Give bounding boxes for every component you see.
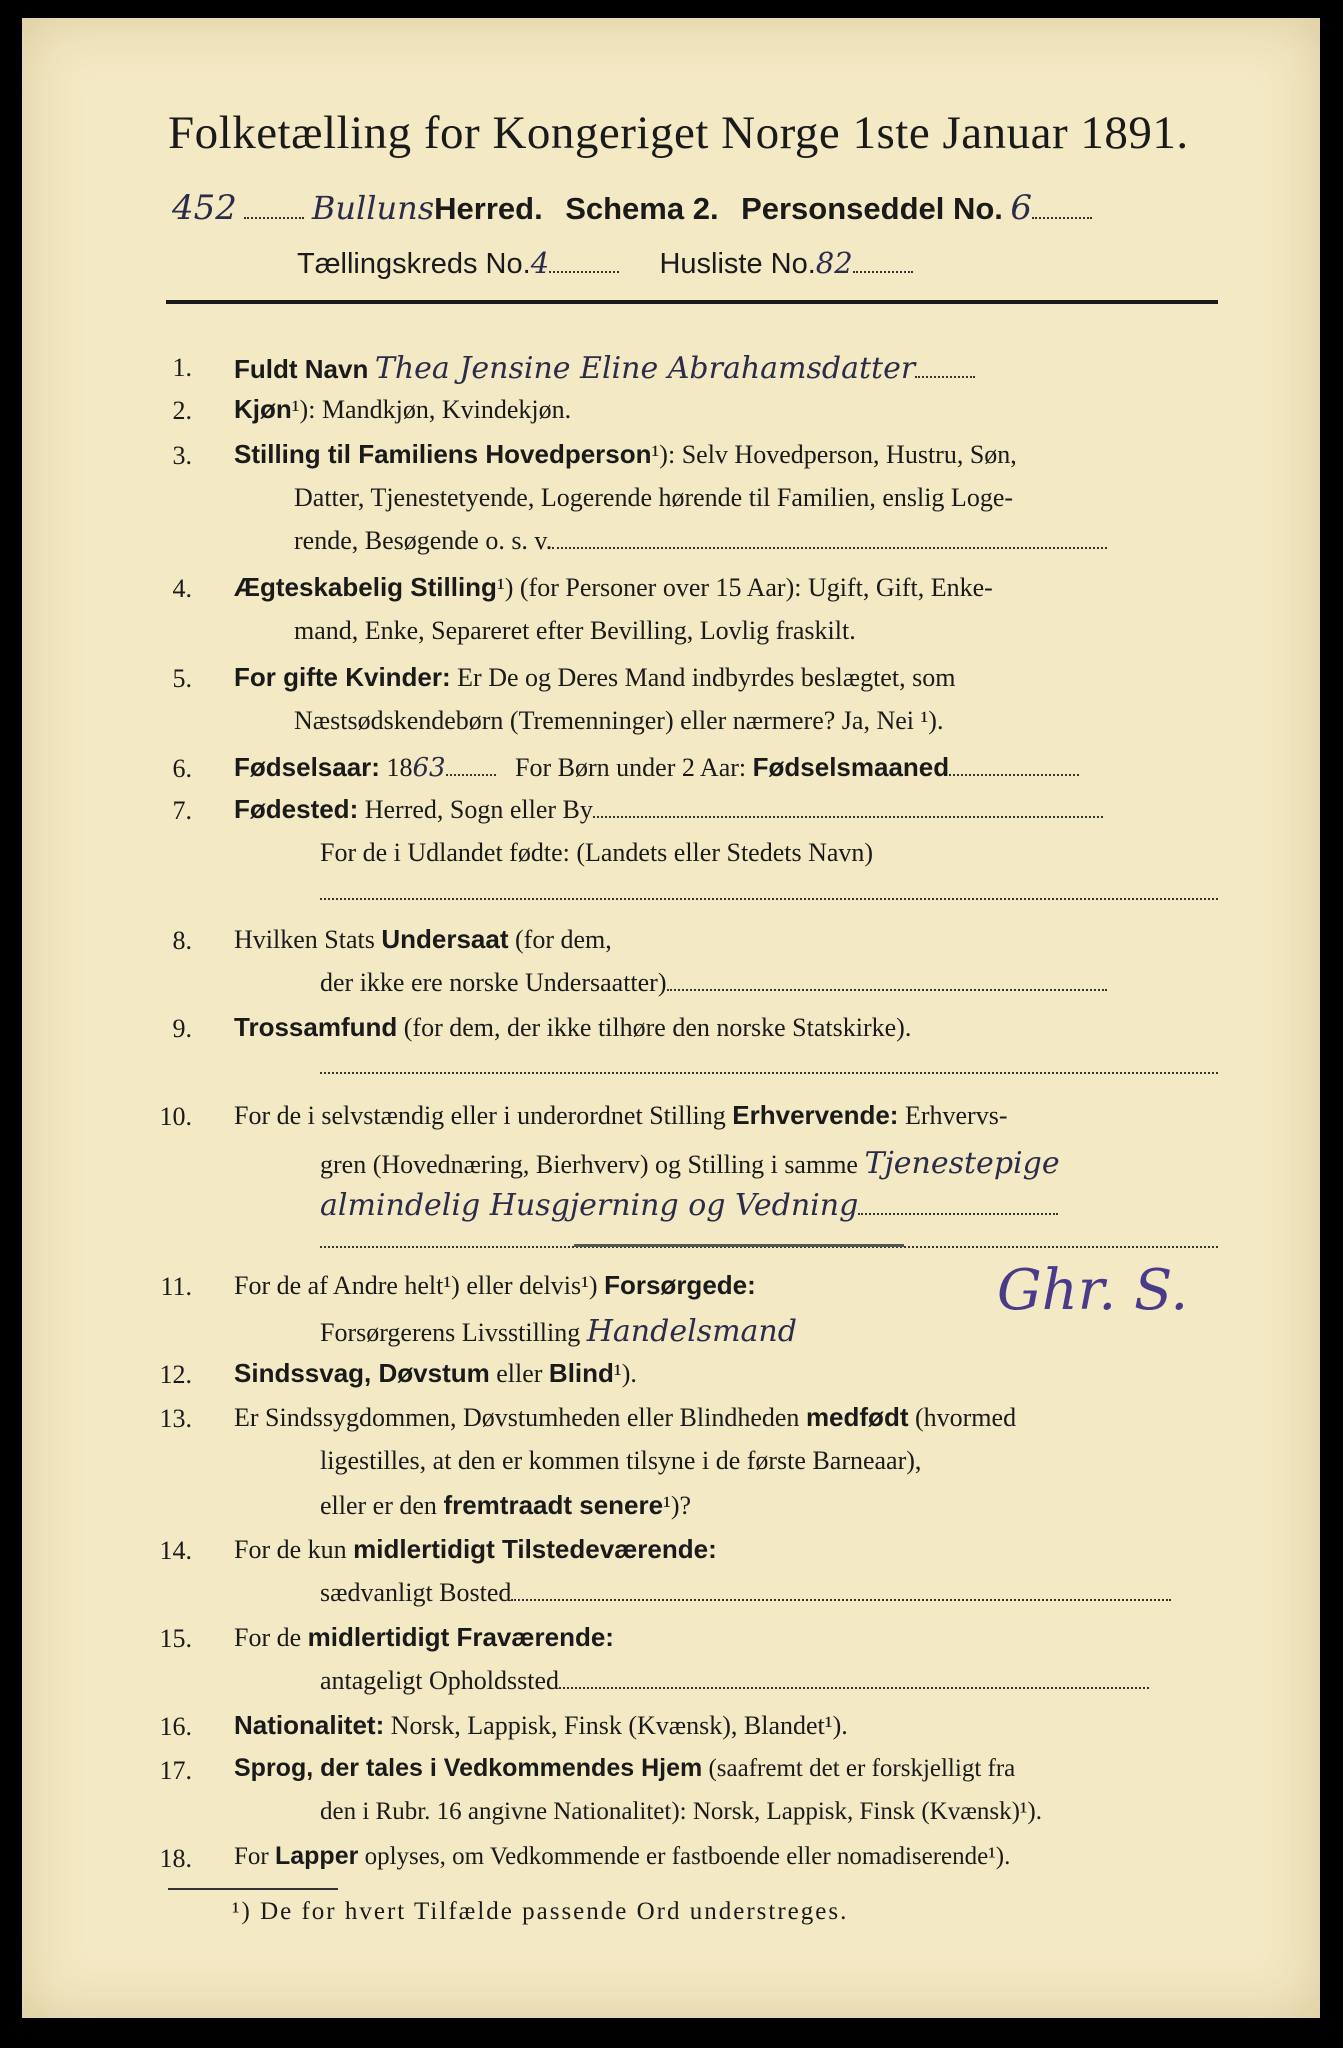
item-number: 15. [159,1624,192,1653]
item-text: (saafremt det er forskjelligt fra [708,1755,1016,1782]
item-label: Erhvervende: [732,1100,899,1130]
item-number: 13. [159,1404,192,1433]
item-11-supported [234,1270,756,1301]
item-text: sædvanligt Bosted [320,1578,512,1607]
item-label: Stilling til Familiens Hovedperson [234,439,652,469]
item-number: 14. [159,1536,192,1565]
item-number: 12. [159,1360,192,1389]
item-3-family-position [234,439,1017,470]
item-text: (hvormed [914,1403,1017,1432]
item-text: antageligt Opholdssted [320,1666,560,1695]
item-number: 17. [159,1756,192,1785]
item-18-lapps [234,1842,1010,1871]
item-text: ¹). [613,1359,637,1388]
item-7-birthplace [234,794,1103,825]
official-mark: Ghr. S. [997,1258,1189,1323]
item-9-religion [234,1012,911,1043]
item-number: 2. [172,396,192,425]
item-15-line-2 [320,1666,1149,1696]
item-text: For de af Andre helt¹) eller delvis¹) [234,1271,598,1300]
item-13-line-2: ligestilles, at den er kommen tilsyne i de første Barneaar), [320,1446,922,1475]
kreds-label: Tællingskreds No. [297,248,531,280]
item-text: Norsk, Lappisk, Finsk (Kvænsk), Blandet¹). [390,1711,848,1740]
footnote: ¹) De for hvert Tilfælde passende Ord understreges. [232,1898,849,1925]
year-prefix: 18 [386,753,413,782]
item-text: (for dem, [515,925,612,954]
item-number: 11. [160,1272,192,1301]
item-8-citizenship [234,924,612,955]
item-13-congenital [234,1402,1016,1433]
item-text: For de kun [234,1535,347,1564]
husliste-value: 82 [815,246,853,280]
item-17-line-2: den i Rubr. 16 angivne Nationalitet): Norsk, Lappisk, Finsk (Kvænsk)¹). [320,1798,1042,1825]
item-text: Herred, Sogn eller By [364,795,593,824]
item-label: Forsørgede: [604,1270,756,1300]
item-text: ¹)? [663,1491,692,1520]
item-text: eller [496,1359,543,1388]
item-text: For de i selvstændig eller i underordnet Stilling [234,1101,726,1130]
item-10-line-3 [320,1188,1058,1223]
item-1-full-name [234,351,975,386]
item-text: (for dem, der ikke tilhøre den norske Statskirke). [403,1013,912,1042]
item-label: midlertidigt Tilstedeværende: [353,1534,717,1564]
pen-stroke [574,1244,904,1247]
item-number: 5. [172,664,192,693]
item-text: ¹): Mandkjøn, Kvindekjøn. [291,395,572,424]
schema-label: Schema 2. [565,191,719,226]
item-text: oplyses, om Vedkommende er fastboende eller nomadiserende¹). [364,1843,1011,1870]
item-4-marital-status [234,572,993,603]
item-16-nationality [234,1710,848,1741]
item-text: For de [234,1623,302,1652]
item-number: 1. [172,353,192,382]
item-3-line-3 [294,526,1107,556]
item-label: Fødselsmaaned [752,752,950,782]
item-13-line-3 [320,1490,691,1521]
item-number: 6. [172,754,192,783]
item-10-line-2 [320,1146,1060,1181]
item-label: Kjøn [234,394,292,424]
personseddel-label: Personseddel No. [741,191,1003,226]
item-number: 7. [172,796,192,825]
header-line-2 [297,246,913,281]
kreds-value: 4 [530,246,550,280]
item-text: Forsørgerens Livsstilling [320,1318,581,1347]
item-14-line-2 [320,1578,1171,1608]
item-4-line-2: mand, Enke, Separeret efter Bevilling, Lovlig fraskilt. [294,616,856,645]
item-label: Nationalitet: [234,1710,385,1740]
item-text: For [234,1843,269,1870]
herred-label: Herred. [434,191,543,226]
item-text: rende, Besøgende o. s. v. [294,526,553,555]
birth-year-answer: 63 [412,753,446,783]
item-number: 3. [172,441,192,470]
item-5-line-2: Næstsødskendebørn (Tremenninger) eller nærmere? Ja, Nei ¹). [294,706,944,735]
item-number: 18. [159,1844,192,1873]
item-number: 10. [159,1102,192,1131]
footnote-rule [168,1888,338,1890]
item-15-temporary-absent [234,1622,614,1653]
form-title: Folketælling for Kongeriget Norge 1ste Januar 1891. [168,107,1189,159]
item-text: For Børn under 2 Aar: [515,753,747,782]
item-label: For gifte Kvinder: [234,662,451,692]
full-name-answer: Thea Jensine Eline Abrahamsdatter [374,351,916,386]
item-12-disability [234,1358,637,1389]
item-label: Fuldt Navn [234,354,369,384]
item-2-gender [234,394,571,425]
item-text: ¹) (for Personer over 15 Aar): Ugift, Gift, Enke- [496,573,993,602]
item-11-line-2 [320,1314,797,1349]
item-text: Erhvervs- [904,1101,1008,1130]
item-text: Er De og Deres Mand indbyrdes beslægtet, som [457,663,956,692]
item-number: 4. [172,574,192,603]
header-rule [166,300,1218,304]
item-text: eller er den [320,1491,437,1520]
item-number: 9. [172,1014,192,1043]
item-number: 16. [159,1712,192,1741]
item-label: Fødselsaar: [234,752,380,782]
item-label: Ægteskabelig Stilling [234,572,497,602]
item-text: Er Sindssygdommen, Døvstumheden eller Blindheden [234,1403,800,1432]
header-line-1 [172,188,1092,228]
item-6-birth-year [234,752,1079,783]
item-label: Fødested: [234,794,359,824]
item-text: der ikke ere norske Undersaatter) [320,968,667,997]
item-label: Lapper [274,1842,359,1870]
item-number: 8. [172,926,192,955]
supporter-answer: Handelsmand [586,1314,797,1349]
item-8-line-2 [320,968,1107,998]
item-label: fremtraadt senere [443,1490,664,1520]
husliste-label: Husliste No. [659,248,816,280]
item-text: gren (Hovednæring, Bierhverv) og Stilling i samme [320,1150,858,1179]
census-form-page [22,18,1320,2018]
item-label: Undersaat [381,924,509,954]
item-14-temporary-present [234,1534,717,1565]
item-label: Sindssvag, Døvstum [234,1358,490,1388]
item-5-married-women [234,662,955,693]
dotted-answer-line [320,1072,1218,1074]
occupation-answer-2: almindelig Husgjerning og Vedning [320,1188,859,1223]
item-label: Sprog, der tales i Vedkommendes Hjem [234,1754,703,1782]
item-text: ¹): Selv Hovedperson, Hustru, Søn, [651,440,1017,469]
item-10-occupation [234,1100,1007,1131]
personseddel-value: 6 [1010,188,1033,228]
herred-name: Bulluns [311,189,435,227]
item-label: medfødt [805,1402,909,1432]
item-label: Trossamfund [234,1012,398,1042]
item-17-language [234,1754,1015,1783]
item-7-line-2: For de i Udlandet fødte: (Landets eller Stedets Navn) [320,838,874,867]
item-label: Blind [548,1358,614,1388]
herred-number: 452 [172,188,237,228]
item-text: Hvilken Stats [234,925,375,954]
item-3-line-2: Datter, Tjenestetyende, Logerende hørende til Familien, enslig Loge- [294,483,1014,512]
occupation-answer-1: Tjenestepige [864,1146,1060,1181]
dotted-answer-line [320,898,1218,900]
item-label: midlertidigt Fraværende: [307,1622,614,1652]
